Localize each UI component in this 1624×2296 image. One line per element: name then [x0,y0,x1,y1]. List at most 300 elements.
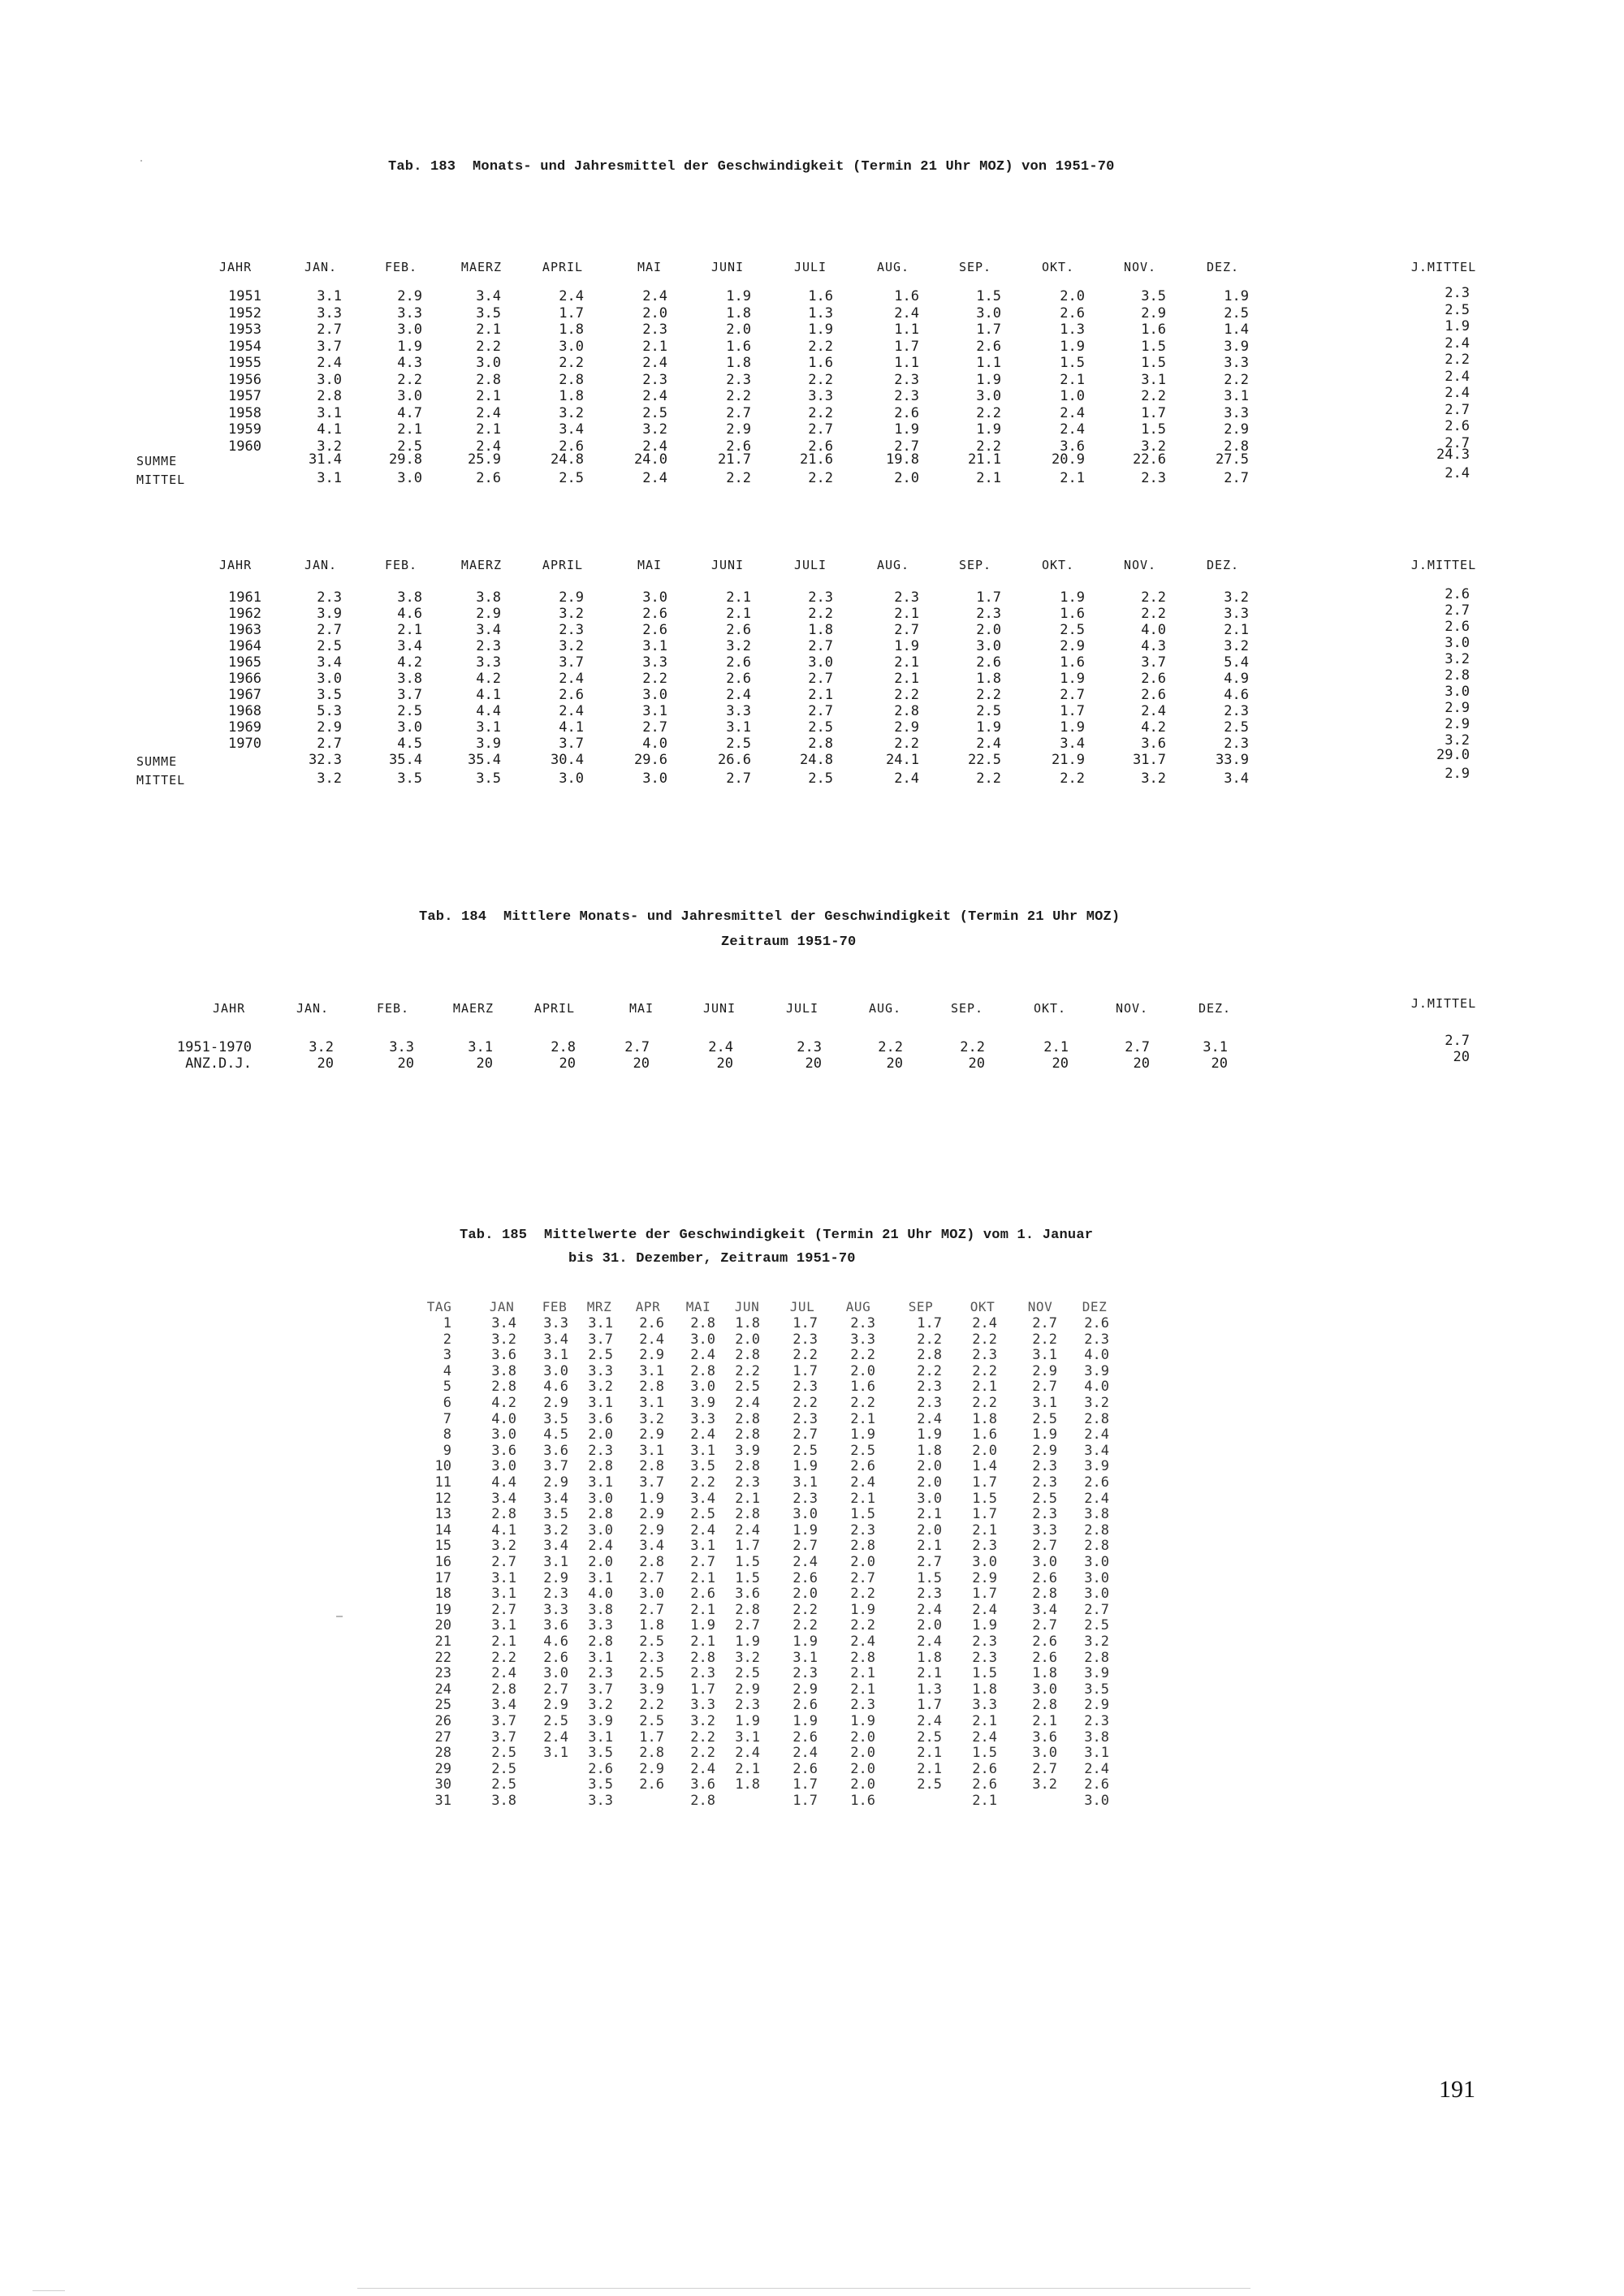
table-cell: 3.0 [559,338,584,355]
table-cell: 2.1 [917,1665,942,1682]
sum-cell: 24.3 [1436,447,1470,463]
table-cell: 20 [886,1055,903,1072]
table-cell: 2.5 [976,703,1001,719]
mean-cell: 2.7 [726,770,751,787]
table-cell: 4.0 [1084,1379,1109,1396]
table-cell: 2.2 [878,1039,903,1055]
table-cell: 3.6 [1141,736,1166,752]
table-cell: 3.6 [491,1442,516,1459]
column-header: MRZ [586,1299,612,1314]
table-cell: 3.0 [972,1554,997,1570]
table-cell: 3.0 [793,1506,818,1523]
table-cell: 2.6 [1084,1315,1109,1331]
table-cell: 1.8 [639,1617,664,1634]
table-cell: 1.9 [735,1634,760,1650]
row-label: ANZ.D.J. [185,1055,252,1072]
table-cell: 2.8 [588,1458,613,1475]
table-cell: 3.4 [543,1490,568,1507]
table-cell: 2.4 [642,388,667,404]
year-label: 1966 [228,671,261,687]
table-cell: 3.4 [491,1315,516,1331]
table-cell: 3.4 [476,288,501,304]
table-cell: 2.3 [735,1474,760,1491]
table-cell: 1.9 [894,421,919,438]
sum-cell: 24.8 [551,451,584,468]
day-label: 11 [434,1474,451,1491]
table-cell: 2.3 [972,1634,997,1650]
table-cell: 1.8 [972,1410,997,1427]
table-cell: 3.2 [559,404,584,421]
table-cell: 1.5 [917,1569,942,1586]
day-label: 29 [434,1760,451,1777]
table-cell: 2.7 [894,438,919,455]
table-cell: 2.5 [491,1776,516,1793]
sum-cell: 22.5 [968,752,1001,768]
day-label: 2 [443,1331,451,1348]
table-cell: 2.1 [690,1569,715,1586]
table-cell: 4.7 [397,404,422,421]
day-label: 23 [434,1665,451,1682]
day-label: 30 [434,1776,451,1793]
table-cell: 2.3 [1032,1506,1057,1523]
table-cell: 1.9 [793,1458,818,1475]
table-cell: 2.0 [972,1442,997,1459]
table-cell: 2.8 [1084,1538,1109,1555]
table-cell: 2.5 [639,1713,664,1729]
table-cell: 1.9 [976,421,1001,438]
table-cell: 2.1 [894,654,919,671]
table-cell: 2.7 [735,1617,760,1634]
table-cell: 3.7 [543,1458,568,1475]
table-cell: 3.1 [543,1347,568,1364]
table-cell: 2.6 [1060,304,1085,322]
table-cell: 3.2 [1445,651,1470,667]
table-cell: 3.1 [1032,1395,1057,1411]
table-cell: 2.8 [735,1426,760,1444]
mean-cell: 2.0 [894,470,919,486]
table-cell: 3.3 [588,1793,613,1809]
column-header: DEZ. [1206,558,1240,572]
table-cell: 3.9 [1084,1458,1109,1475]
table-cell: 3.1 [793,1474,818,1491]
table-cell: 2.4 [917,1601,942,1618]
table-cell: 2.7 [850,1569,875,1586]
table-cell: 3.2 [588,1379,613,1396]
table-cell: 2.3 [317,589,342,606]
table-cell: 3.0 [976,304,1001,322]
table-cell: 1.3 [1060,322,1085,338]
table-cell: 2.4 [1084,1490,1109,1507]
table-cell: 2.1 [850,1665,875,1682]
table-cell: 2.1 [894,606,919,622]
table-cell: 2.1 [808,687,833,703]
table-cell: 3.2 [690,1713,715,1729]
table-cell: 3.2 [639,1410,664,1427]
table-cell: 3.2 [642,421,667,438]
table-cell: 2.9 [1084,1697,1109,1714]
table-cell: 2.9 [639,1426,664,1444]
table-cell: 3.3 [1032,1521,1057,1539]
table-cell: 3.5 [690,1458,715,1475]
year-label: 1952 [228,304,261,322]
table-cell: 2.3 [917,1395,942,1411]
table-cell: 1.6 [850,1379,875,1396]
table-cell: 1.7 [917,1315,942,1331]
table-cell: 1.7 [972,1506,997,1523]
table-cell: 1.3 [917,1681,942,1698]
table-cell: 3.4 [639,1538,664,1555]
table-cell: 3.9 [317,606,342,622]
table-cell: 1.4 [1224,322,1249,338]
column-header: OKT [970,1299,996,1314]
table-cell: 2.8 [491,1681,516,1698]
table-cell: 3.0 [642,589,667,606]
sum-cell: 26.6 [718,752,751,768]
table-cell: 2.1 [690,1634,715,1650]
table-cell: 2.5 [639,1634,664,1650]
table-cell: 2.4 [708,1039,733,1055]
sum-cell: 35.4 [389,752,422,768]
table-cell: 3.8 [491,1362,516,1379]
table-cell: 2.9 [317,719,342,736]
year-label: 1955 [228,355,261,371]
day-label: 1 [443,1315,451,1331]
table-cell: 3.3 [972,1697,997,1714]
table-cell: 3.1 [476,719,501,736]
table-cell: 2.7 [808,421,833,438]
table-cell: 3.0 [639,1586,664,1603]
table-cell: 2.4 [476,404,501,421]
table-cell: 3.8 [1084,1506,1109,1523]
table-cell: 2.2 [735,1362,760,1379]
table-cell: 2.2 [1141,388,1166,404]
table-cell: 3.3 [808,388,833,404]
table-cell: 2.6 [850,1458,875,1475]
sum-cell: 30.4 [551,752,584,768]
table-cell: 3.9 [1084,1665,1109,1682]
table-cell: 2.4 [1060,404,1085,421]
column-header: SEP. [958,558,992,572]
table-cell: 1.5 [972,1490,997,1507]
table-cell: 2.2 [1141,606,1166,622]
table-cell: 3.4 [543,1538,568,1555]
table-cell: 2.7 [1445,434,1470,451]
table-cell: 2.4 [976,736,1001,752]
table-cell: 2.2 [397,371,422,388]
table-cell: 2.0 [726,322,751,338]
table-cell: 5.3 [317,703,342,719]
table-cell: 20 [1052,1055,1069,1072]
table-cell: 2.0 [1060,288,1085,304]
table-cell: 2.2 [793,1617,818,1634]
table-cell: 3.9 [1224,338,1249,355]
table-cell: 2.3 [735,1697,760,1714]
table-cell: 2.7 [917,1554,942,1570]
table-cell: 2.7 [1125,1039,1150,1055]
table-cell: 3.3 [317,304,342,322]
table-cell: 2.8 [1032,1586,1057,1603]
table-cell: 2.5 [1445,301,1470,318]
table-cell: 2.4 [588,1538,613,1555]
table-cell: 2.7 [491,1554,516,1570]
table-cell: 3.7 [639,1474,664,1491]
year-label: 1958 [228,404,261,421]
table-cell: 3.1 [317,288,342,304]
table-cell: 1.9 [917,1426,942,1444]
mean-cell: 2.2 [1060,770,1085,787]
table-cell: 3.0 [1032,1745,1057,1762]
table-cell: 3.1 [1224,388,1249,404]
year-label: 1967 [228,687,261,703]
table-cell: 2.5 [793,1442,818,1459]
table-cell: 2.6 [726,654,751,671]
table-cell: 3.4 [690,1490,715,1507]
table-cell: 3.1 [639,1395,664,1411]
table-cell: 2.3 [972,1538,997,1555]
mean-cell: 3.2 [317,770,342,787]
table-cell: 3.0 [1084,1793,1109,1809]
table-cell: 2.0 [588,1554,613,1570]
table-cell: 2.8 [491,1379,516,1396]
table-cell: 3.0 [690,1331,715,1348]
day-label: 13 [434,1506,451,1523]
table-cell: 4.5 [397,736,422,752]
table-cell: 2.8 [639,1554,664,1570]
table-cell: 2.7 [808,671,833,687]
table-cell: 2.1 [850,1410,875,1427]
table-cell: 2.7 [642,719,667,736]
day-label: 27 [434,1728,451,1746]
table-cell: 2.1 [735,1760,760,1777]
table-cell: 3.0 [543,1665,568,1682]
table-cell: 2.0 [976,622,1001,638]
table-cell: 3.3 [690,1697,715,1714]
sum-cell: 35.4 [468,752,501,768]
table-cell: 2.0 [735,1331,760,1348]
mean-cell: 2.1 [1060,470,1085,486]
year-label: 1965 [228,654,261,671]
table-cell: 2.4 [1445,368,1470,385]
mean-cell: 3.5 [397,770,422,787]
table-cell: 20 [397,1055,414,1072]
table-cell: 1.5 [1141,338,1166,355]
table-cell: 2.1 [1043,1039,1069,1055]
table-cell: 3.8 [397,589,422,606]
table-cell: 2.4 [476,438,501,455]
scan-speck [140,160,142,162]
year-label: 1954 [228,338,261,355]
column-header: OKT. [1033,1001,1067,1016]
table-cell: 2.2 [917,1362,942,1379]
table-cell: 2.7 [639,1569,664,1586]
table-cell: 2.6 [1141,687,1166,703]
table-cell: 3.0 [976,638,1001,654]
table-cell: 4.4 [476,703,501,719]
column-header: MAERZ [452,1001,495,1016]
column-header: JULI [785,1001,819,1016]
table-cell: 1.5 [1141,421,1166,438]
table-cell: 2.2 [793,1395,818,1411]
table-cell: 2.4 [317,355,342,371]
table-cell: 2.9 [397,288,422,304]
table-cell: 2.0 [850,1362,875,1379]
table-cell: 2.3 [894,589,919,606]
mean-cell: 2.1 [976,470,1001,486]
table-cell: 3.3 [397,304,422,322]
table-cell: 2.3 [642,371,667,388]
table-cell: 2.7 [317,736,342,752]
table-cell: 2.4 [690,1760,715,1777]
table-cell: 2.4 [972,1728,997,1746]
table-cell: 1.1 [894,322,919,338]
table-cell: 2.1 [476,322,501,338]
table-cell: 3.9 [690,1395,715,1411]
table-cell: 3.4 [1060,736,1085,752]
table-cell: 2.9 [639,1760,664,1777]
column-header: JAN. [296,1001,330,1016]
tab185-title-line2: bis 31. Dezember, Zeitraum 1951-70 [568,1251,856,1267]
table-cell: 2.4 [690,1521,715,1539]
table-cell: 3.7 [397,687,422,703]
column-header: DEZ [1082,1299,1108,1314]
mean-cell: 2.3 [1141,470,1166,486]
sum-cell: 21.7 [718,451,751,468]
table-cell: 1.8 [972,1681,997,1698]
table-cell: 2.3 [850,1521,875,1539]
table-cell: 2.2 [894,736,919,752]
table-cell: 2.8 [735,1506,760,1523]
column-header: APRIL [542,260,584,274]
table-cell: 2.3 [588,1665,613,1682]
day-label: 14 [434,1521,451,1539]
day-label: 24 [434,1681,451,1698]
table-cell: 3.1 [735,1728,760,1746]
table-cell: 2.2 [491,1649,516,1666]
day-label: 9 [443,1442,451,1459]
year-label: 1963 [228,622,261,638]
table-cell: 2.1 [850,1681,875,1698]
table-cell: 2.3 [797,1039,822,1055]
table-cell: 2.8 [690,1649,715,1666]
table-cell: 3.3 [588,1617,613,1634]
column-header: AUG [845,1299,871,1314]
table-cell: 3.1 [588,1728,613,1746]
table-cell: 4.2 [397,654,422,671]
sum-cell: 32.3 [309,752,342,768]
column-header: JUNI [702,1001,736,1016]
table-cell: 1.5 [1141,355,1166,371]
mean-cell: 3.5 [476,770,501,787]
table-cell: 2.5 [726,736,751,752]
table-cell: 2.2 [690,1474,715,1491]
table-cell: 3.2 [317,438,342,455]
table-cell: 3.0 [588,1490,613,1507]
mean-cell: 2.7 [1224,470,1249,486]
table-cell: 2.2 [476,338,501,355]
column-header: NOV. [1115,1001,1149,1016]
table-cell: 3.7 [491,1728,516,1746]
year-label: 1970 [228,736,261,752]
table-cell: 1.8 [726,355,751,371]
table-cell: 2.3 [543,1586,568,1603]
table-cell: 2.6 [639,1776,664,1793]
table-cell: 2.3 [559,622,584,638]
table-cell: 2.1 [476,388,501,404]
table-cell: 20 [1453,1049,1470,1065]
table-cell: 3.0 [397,719,422,736]
mean-cell: 3.2 [1141,770,1166,787]
column-header: JAN. [304,260,338,274]
day-label: 6 [443,1395,451,1411]
table-cell: 2.8 [735,1458,760,1475]
table-cell: 1.9 [1224,288,1249,304]
table-cell: 2.1 [917,1506,942,1523]
day-label: 28 [434,1745,451,1762]
table-cell: 2.6 [972,1760,997,1777]
table-cell: 3.1 [588,1315,613,1331]
sum-cell: 21.9 [1052,752,1085,768]
table-cell: 2.5 [1084,1617,1109,1634]
day-label: 26 [434,1713,451,1729]
table-cell: 3.3 [1224,355,1249,371]
table-cell: 3.6 [690,1776,715,1793]
table-cell: 1.8 [917,1442,942,1459]
table-cell: 20 [559,1055,576,1072]
table-cell: 2.7 [808,703,833,719]
table-cell: 3.4 [1084,1442,1109,1459]
column-header: JULI [793,260,827,274]
table-cell: 2.7 [1060,687,1085,703]
table-cell: 2.2 [972,1362,997,1379]
table-cell: 3.5 [543,1506,568,1523]
table-cell: 2.4 [917,1634,942,1650]
table-cell: 2.3 [793,1665,818,1682]
table-cell: 2.4 [559,288,584,304]
table-cell: 2.6 [1445,586,1470,602]
table-cell: 3.5 [543,1410,568,1427]
year-label: 1959 [228,421,261,438]
table-cell: 1.9 [1060,719,1085,736]
page-number: 191 [1439,2076,1475,2103]
table-cell: 3.4 [491,1490,516,1507]
table-cell: 2.6 [559,438,584,455]
table-cell: 2.6 [642,622,667,638]
table-cell: 2.1 [1060,371,1085,388]
table-cell: 1.8 [1032,1665,1057,1682]
table-cell: 2.9 [1141,304,1166,322]
day-label: 19 [434,1601,451,1618]
table-cell: 2.6 [793,1697,818,1714]
table-cell: 4.2 [476,671,501,687]
scan-edge-line [32,2290,65,2291]
table-cell: 2.3 [793,1331,818,1348]
table-cell: 2.8 [1224,438,1249,455]
table-cell: 2.3 [642,322,667,338]
table-cell: 2.6 [588,1760,613,1777]
column-header: MAI [628,1001,654,1016]
table-cell: 3.0 [917,1490,942,1507]
table-cell: 3.5 [588,1745,613,1762]
table-cell: 1.6 [850,1793,875,1809]
table-cell: 2.3 [1445,285,1470,301]
mean-cell: 2.4 [894,770,919,787]
table-cell: 2.4 [726,687,751,703]
table-cell: 3.0 [476,355,501,371]
table-cell: 3.2 [491,1538,516,1555]
table-cell: 2.1 [726,606,751,622]
table-cell: 2.3 [917,1379,942,1396]
row-label-summe: SUMME [136,754,178,769]
